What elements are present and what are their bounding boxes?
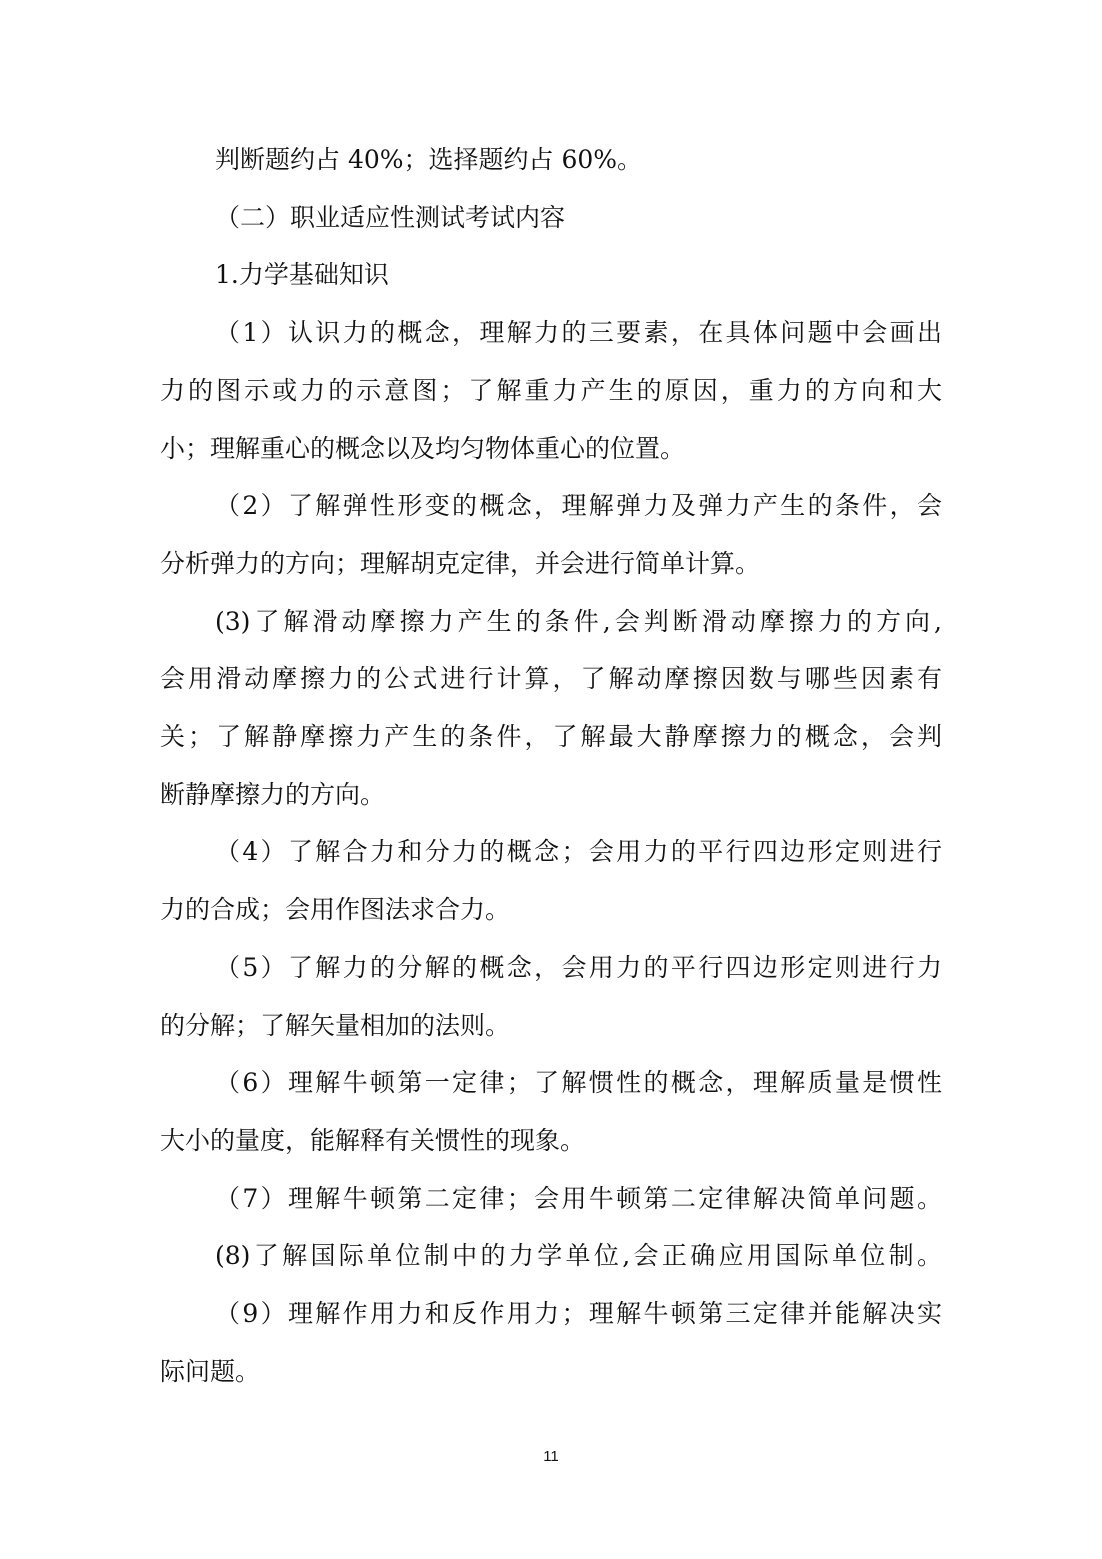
heading-line: 判断题约占 40%；选择题约占 60%。 [215,145,643,174]
paragraph-line: 断静摩擦力的方向。 [160,779,386,809]
page-number: 11 [543,1448,559,1465]
paragraph-line: 会用滑动摩擦力的公式进行计算，了解动摩擦因数与哪些因素有 [160,664,942,694]
paragraph-line: （7）理解牛顿第二定律；会用牛顿第二定律解决简单问题。 [215,1183,942,1213]
paragraph-line: （6）理解牛顿第一定律；了解惯性的概念，理解质量是惯性 [215,1068,942,1098]
paragraph-line: 分析弹力的方向；理解胡克定律，并会进行简单计算。 [160,548,761,578]
heading-line: （二）职业适应性测试考试内容 [215,202,566,232]
paragraph-line: (8)了解国际单位制中的力学单位,会正确应用国际单位制。 [215,1241,942,1271]
paragraph-line: （9）理解作用力和反作用力；理解牛顿第三定律并能解决实 [215,1299,942,1328]
paragraph-line: 的分解；了解矢量相加的法则。 [160,1010,511,1040]
heading-line: 1.力学基础知识 [215,260,389,290]
paragraph-line: 际问题。 [160,1356,261,1386]
paragraph-line: 力的合成；会用作图法求合力。 [160,895,511,925]
paragraph-line: 力的图示或力的示意图；了解重力产生的原因，重力的方向和大 [160,375,942,405]
paragraph-line: （4）了解合力和分力的概念；会用力的平行四边形定则进行 [215,837,942,867]
paragraph-line: (3)了解滑动摩擦力产生的条件,会判断滑动摩擦力的方向, [215,606,942,636]
paragraph-line: （2）了解弹性形变的概念，理解弹力及弹力产生的条件，会 [215,491,942,521]
paragraph-line: （1）认识力的概念，理解力的三要素，在具体问题中会画出 [215,318,942,348]
paragraph-line: （5）了解力的分解的概念，会用力的平行四边形定则进行力 [215,952,942,982]
paragraph-line: 小；理解重心的概念以及均匀物体重心的位置。 [160,433,686,463]
paragraph-line: 关；了解静摩擦力产生的条件，了解最大静摩擦力的概念，会判 [160,722,942,751]
paragraph-line: 大小的量度，能解释有关惯性的现象。 [160,1125,586,1155]
